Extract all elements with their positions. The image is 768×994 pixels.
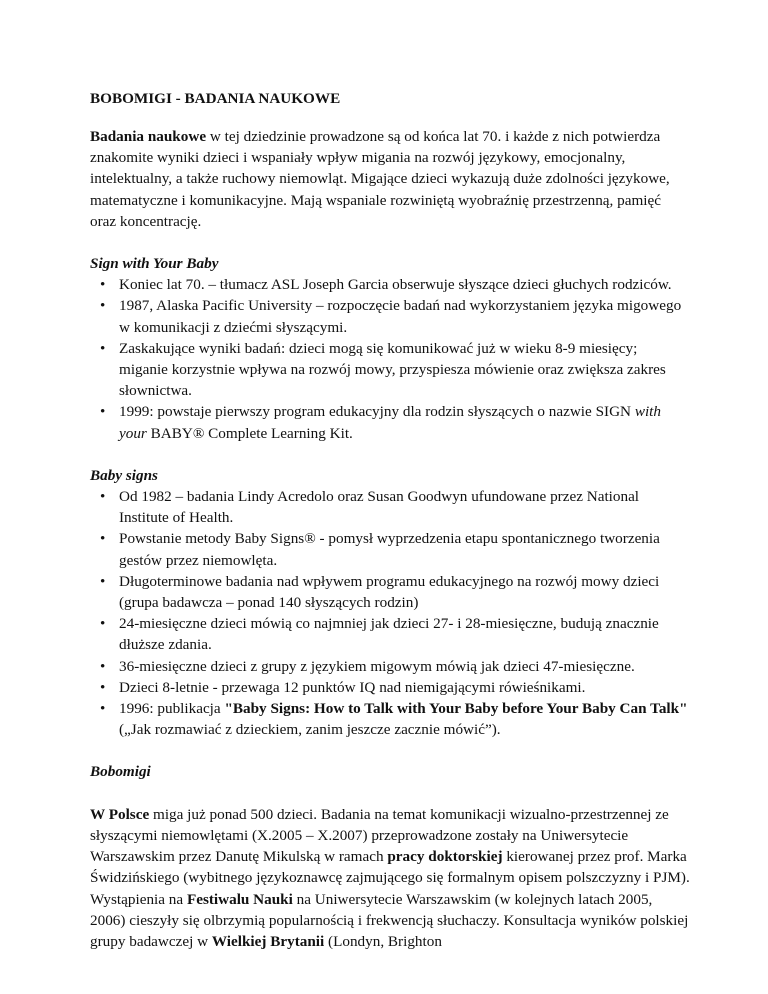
list-item: • Długoterminowe badania nad wpływem programu edukacyjnego na rozwój mowy dzieci (grupa badawcza – ponad 140 słyszących rodzin) (100, 572, 660, 612)
list-item: • 24-miesięczne dzieci mówią co najmniej jak dzieci 27- i 28-miesięczne, budują znacznie dłuższe zdania. (100, 615, 659, 654)
intro-paragraph (90, 126, 690, 232)
page-title: BOBOMIGI - BADANIA NAUKOWE (90, 90, 341, 107)
list-item: • 1999: powstaje pierwszy program edukacyjny dla rodzin słyszących o nazwie SIGN with your BABY® Complete Learning Kit. (100, 403, 661, 442)
baby-signs-list (90, 486, 690, 740)
bullet-icon: • (100, 678, 106, 696)
document-page (90, 88, 690, 952)
bullet-icon: • (100, 297, 106, 315)
bullet-icon: • (100, 615, 106, 633)
bullet-icon: • (100, 276, 106, 294)
list-item: • Od 1982 – badania Lindy Acredolo oraz Susan Goodwyn ufundowane przez National Institute of Health. (100, 488, 640, 527)
intro-lead: Badania naukowe (90, 128, 207, 145)
bullet-icon: • (100, 403, 106, 421)
bullet-icon: • (100, 700, 106, 718)
bullet-icon: • (100, 530, 106, 548)
list-item: • 36-miesięczne dzieci z grupy z językiem migowym mówią jak dzieci 47-miesięczne. (90, 656, 690, 677)
intro-text: w tej dziedzinie prowadzone są od końca lat 70. i każde z nich potwierdza znakomite wyniki dzieci i wspaniały wpływ migania na rozwój językowy, emocjonalny, intelektualny, a także ruchowy niemowląt. Migające dzieci wykazują duże zdolności językowe, matematyczne i komunikacyjne. Mają wspaniale rozwiniętą wyobraźnię przestrzenną, pamięć oraz koncentrację. (90, 128, 670, 230)
section-title-baby-signs: Baby signs (90, 466, 158, 484)
list-item: • Powstanie metody Baby Signs® - pomysł wyprzedzenia etapu spontanicznego tworzenia gestów przez niemowlęta. (100, 530, 660, 569)
section-title-sign-with-your-baby: Sign with Your Baby (90, 255, 219, 273)
list-item: • Koniec lat 70. – tłumacz ASL Joseph Garcia obserwuje słyszące dzieci głuchych rodziców. (90, 274, 690, 295)
list-item: • 1987, Alaska Pacific University – rozpoczęcie badań nad wykorzystaniem języka migowego w komunikacji z dziećmi słyszącymi. (100, 297, 682, 336)
bullet-icon: • (100, 339, 106, 357)
list-item: • Zaskakujące wyniki badań: dzieci mogą się komunikować już w wieku 8-9 miesięcy; miganie korzystnie wpływa na rozwój mowy, przyspiesza mówienie oraz zwiększa zakres słownictwa. (100, 339, 666, 400)
section-title-bobomigi: Bobomigi (90, 763, 151, 781)
bullet-icon: • (100, 657, 106, 675)
sign-with-your-baby-list (90, 274, 690, 444)
list-item: • Dzieci 8-letnie - przewaga 12 punktów IQ nad niemigającymi rówieśnikami. (90, 677, 690, 698)
bullet-icon: • (100, 572, 106, 590)
bullet-icon: • (100, 488, 106, 506)
list-item: • 1996: publikacja "Baby Signs: How to Talk with Your Baby before Your Baby Can Talk" („Jak rozmawiać z dzieckiem, zanim jeszcze zacznie mówić”). (100, 700, 688, 739)
bobomigi-paragraph: W Polsce miga już ponad 500 dzieci. Badania na temat komunikacji wizualno-przestrzennej ze słyszącymi niemowlętami (X.2005 – X.2007) przeprowadzone zostały na Uniwersytecie Warszawskim przez Danutę Mikulską w ramach pracy doktorskiej kierowanej przez prof. Marka Świdzińskiego (wybitnego językoznawcę zajmującego się formalnym opisem polszczyzny i PJM). Wystąpienia na Festiwalu Nauki na Uniwersytecie Warszawskim (w kolejnych latach 2005, 2006) cieszyły się olbrzymią popularnością i frekwencją słuchaczy. Konsultacja wyników polskiej grupy badawczej w Wielkiej Brytanii (Londyn, Brighton (90, 805, 690, 950)
